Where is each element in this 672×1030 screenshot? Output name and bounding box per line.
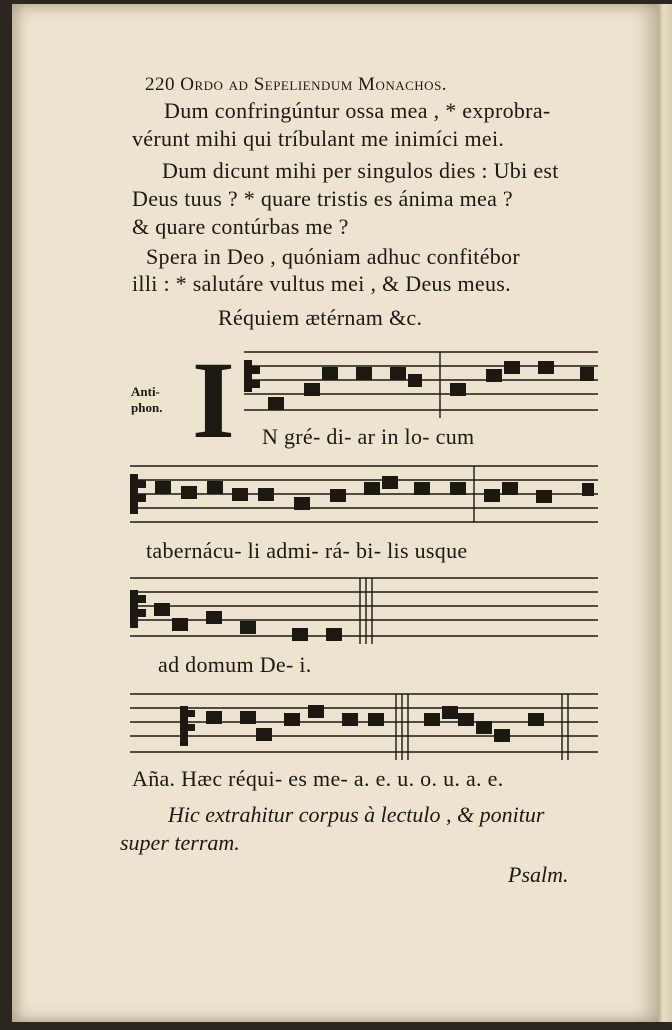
verse-1-line-2: vérunt mihi qui tríbulant me inimíci mei. [132,126,505,151]
catchword: Psalm. [508,862,569,887]
antiphon-label-2: phon. [131,400,163,415]
c-clef-2 [130,474,138,514]
verse-2-line-2: Deus tuus ? * quare tristis es ánima mea ? [132,186,513,211]
lyrics-line-1: N gré- di- ar in lo- cum [262,424,475,449]
page-number: 220 [145,74,175,95]
antiphon-label-1: Anti- [131,384,160,399]
verse-1-line-1: Dum confringúntur ossa mea , * exprobra- [164,98,551,123]
requiem-line: Réquiem ætérnam &c. [218,305,423,330]
initial-letter: I [192,339,235,461]
verse-2-line-1: Dum dicunt mihi per singulos dies : Ubi est [162,158,559,183]
verse-3-line-2: illi : * salutáre vultus mei , & Deus meus. [132,271,511,296]
c-clef-4 [180,706,188,746]
c-clef-1 [244,360,252,392]
antiphon-repeat: Aña. Hæc réqui- es me- a. e. u. o. u. a. e. [132,766,504,791]
rubric-line-1: Hic extrahitur corpus à lectulo , & ponitur [168,802,545,827]
verse-2-line-3: & quare contúrbas me ? [132,214,349,239]
rubric-line-2: super terram. [120,830,240,855]
lyrics-line-2: tabernácu- li admi- rá- bi- lis usque [146,538,468,563]
running-title: Ordo ad Sepeliendum Monachos. [180,74,448,95]
c-clef-3 [130,590,138,628]
verse-3-line-1: Spera in Deo , quóniam adhuc confitébor [146,244,520,269]
lyrics-line-3: ad domum De- i. [158,652,312,677]
